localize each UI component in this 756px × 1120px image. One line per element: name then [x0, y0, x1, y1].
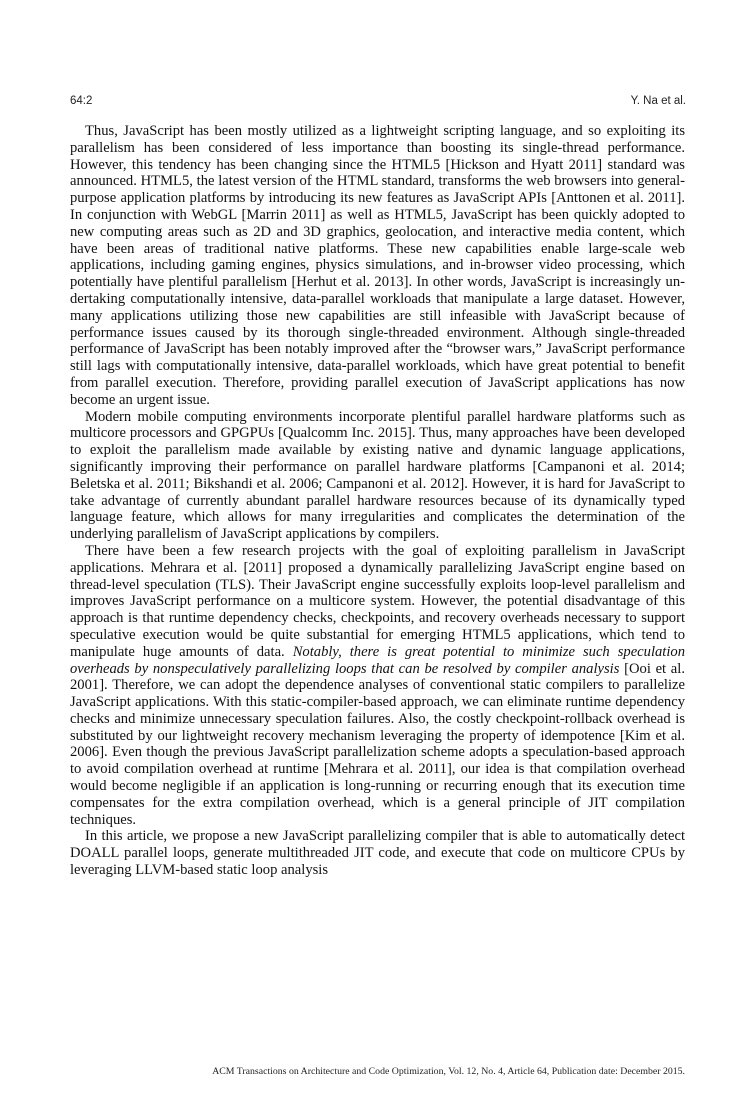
paragraph-2: Modern mobile computing environments incorporate plentiful parallel hardware platforms such as multicore processors and GPGPUs [Qualcomm Inc. 2015]. Thus, many approaches have been developed to exploit the parallelism made available by existing native and dynamic language applications, significantly improving their performance on parallel hardware platforms [Campanoni et al. 2014; Beletska et al. 2011; Bikshandi et al. 2006; Campanoni et al. 2012]. However, it is hard for JavaScript to take advantage of currently abundant parallel hardware resources because of its dynamically typed language feature, which allows for many irregularities and complicates the determination of the underlying parallelism of JavaScript applications by compilers.	[70, 408, 685, 543]
paragraph-3	[70, 543, 685, 829]
journal-footer: ACM Transactions on Architecture and Code Optimization, Vol. 12, No. 4, Article 64, Publication date: December 2015.	[212, 1066, 685, 1077]
body-text	[70, 123, 685, 879]
running-head-authors: Y. Na et al.	[630, 95, 686, 107]
paragraph-4: In this article, we propose a new JavaScript parallelizing compiler that is able to automatically detect DOALL parallel loops, generate multithreaded JIT code, and execute that code on multicore CPUs by leveraging LLVM-based static loop analysis	[70, 828, 685, 879]
paragraph-3-part-a: There have been a few research projects with the goal of exploiting parallelism in JavaScript applications. Mehrara et al. [2011] proposed a dynamically parallelizing JavaScript engine based on thread-level speculation (TLS). Their JavaScript engine successfully exploits loop-level parallelism and improves JavaScript performance on a multicore system. However, the potential disadvantage of this approach is that runtime dependency checks, checkpoints, and recovery overheads necessary to support speculative execution would be quite substantial for emerging HTML5 applications, which tend to manipulate huge amounts of data.	[70, 542, 685, 660]
paragraph-3-part-b: [Ooi et al. 2001]. Therefore, we can adopt the dependence analyses of conventional static compilers to parallelize JavaScript applications. With this static-compiler-based approach, we can eliminate runtime dependency checks and minimize unnecessary speculation failures. Also, the costly checkpoint-rollback overhead is substituted by our lightweight recovery mechanism leveraging the property of idempotence [Kim et al. 2006]. Even though the previous JavaScript parallelization scheme adopts a speculation-based approach to avoid compilation overhead at runtime [Mehrara et al. 2011], our idea is that compilation overhead would become negligible if an application is long-running or recurring enough that its execution time compensates for the extra compilation overhead, which is a general principle of JIT compilation techniques.	[70, 660, 685, 828]
page-number: 64:2	[70, 95, 93, 107]
paragraph-3-emphasis: Notably, there is great potential to minimize such speculation overheads by nonspeculatively parallelizing loops that can be resolved by compiler analysis	[70, 643, 685, 677]
paragraph-1: Thus, JavaScript has been mostly utilized as a lightweight scripting language, and so exploiting its parallelism has been considered of less importance than boosting its single-thread performance. However, this tendency has been changing since the HTML5 [Hickson and Hyatt 2011] standard was announced. HTML5, the latest version of the HTML standard, transforms the web browsers into general-purpose application platforms by introducing its new features as JavaScript APIs [Anttonen et al. 2011]. In conjunction with WebGL [Marrin 2011] as well as HTML5, JavaScript has been quickly adopted to new computing areas such as 2D and 3D graphics, geolocation, and interactive media content, which have been areas of traditional native platforms. These new capabilities enable large-scale web applications, including gaming engines, physics simulations, and in-browser video processing, which potentially have plentiful parallelism [Herhut et al. 2013]. In other words, JavaScript is increasingly undertaking computationally intensive, data-parallel workloads that manipulate a large dataset. However, many applications utilizing those new capabilities are still infeasible with JavaScript because of performance issues caused by its thorough single-threaded environment. Although single-threaded performance of JavaScript has been notably improved after the “browser wars,” JavaScript performance still lags with computationally intensive, data-parallel workloads, which have great potential to benefit from parallel execution. Therefore, providing parallel execution of JavaScript applications has now become an urgent issue.	[70, 123, 685, 408]
